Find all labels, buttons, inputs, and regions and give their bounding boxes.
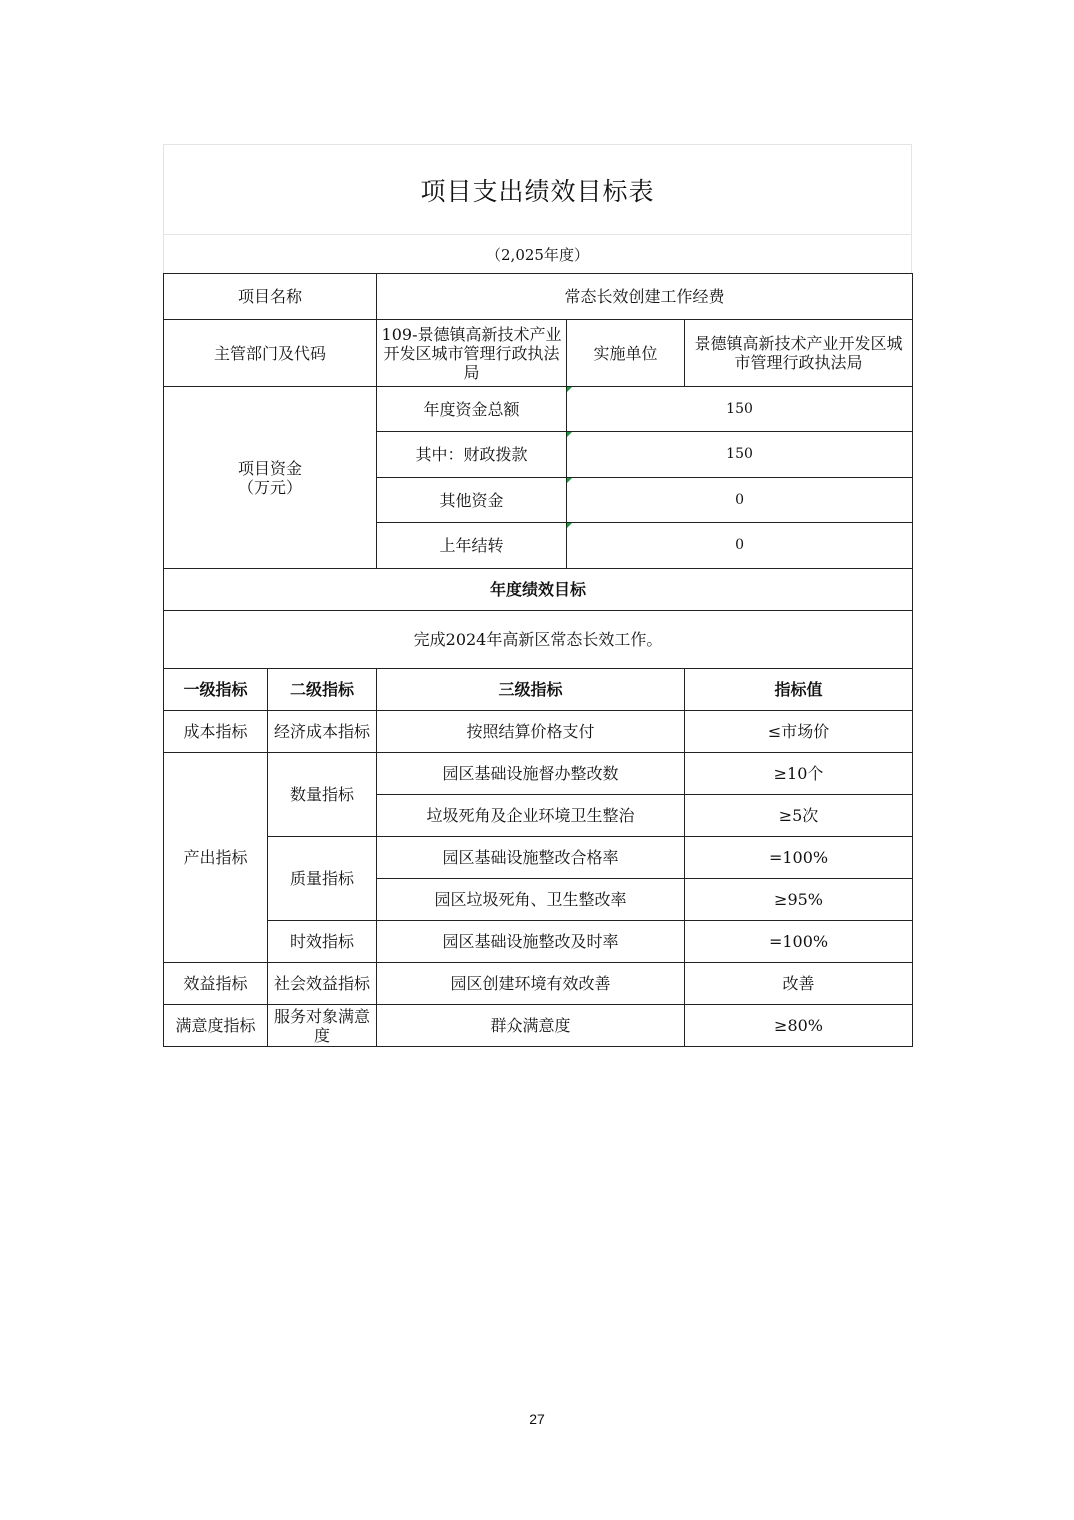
quality-value: ≥95% (685, 879, 913, 921)
funds-row-label: 上年结转 (377, 523, 567, 569)
header-level2: 二级指标 (268, 669, 377, 711)
benefit-l1: 效益指标 (164, 963, 268, 1005)
annual-goal-label: 年度绩效目标 (164, 569, 913, 611)
satisfaction-l3: 群众满意度 (377, 1005, 685, 1047)
impl-unit-label: 实施单位 (567, 320, 685, 387)
timeliness-l2: 时效指标 (268, 921, 377, 963)
cost-value: ≤市场价 (685, 711, 913, 753)
cost-l3: 按照结算价格支付 (377, 711, 685, 753)
funds-row-label: 年度资金总额 (377, 387, 567, 432)
performance-target-sheet (163, 144, 912, 1047)
quality-l3: 园区垃圾死角、卫生整改率 (377, 879, 685, 921)
quantity-value: ≥5次 (685, 795, 913, 837)
funds-value-text: 150 (726, 400, 753, 417)
impl-unit-value: 景德镇高新技术产业开发区城市管理行政执法局 (685, 320, 913, 387)
funds-value-text: 0 (735, 537, 744, 553)
cell-marker (567, 478, 572, 483)
annual-goal-text: 完成2024年高新区常态长效工作。 (164, 611, 913, 669)
funds-row-value (567, 478, 913, 523)
benefit-l2: 社会效益指标 (268, 963, 377, 1005)
funds-value-text: 150 (726, 446, 753, 462)
benefit-value: 改善 (685, 963, 913, 1005)
satisfaction-value: ≥80% (685, 1005, 913, 1047)
quantity-value: ≥10个 (685, 753, 913, 795)
output-l1: 产出指标 (164, 753, 268, 963)
sheet-year: （2,025年度） (163, 234, 912, 273)
quality-l3: 园区基础设施整改合格率 (377, 837, 685, 879)
page-number: 27 (529, 1411, 545, 1427)
sheet-title: 项目支出绩效目标表 (163, 144, 912, 234)
funds-label-line2: （万元） (238, 477, 303, 497)
funds-row-label: 其中：财政拨款 (377, 432, 567, 478)
header-level1: 一级指标 (164, 669, 268, 711)
satisfaction-l1: 满意度指标 (164, 1005, 268, 1047)
funds-label-line1: 项目资金 (238, 458, 303, 478)
cost-l1: 成本指标 (164, 711, 268, 753)
quality-l2: 质量指标 (268, 837, 377, 921)
timeliness-value: =100% (685, 921, 913, 963)
funds-label (164, 387, 377, 569)
quantity-l2: 数量指标 (268, 753, 377, 837)
cell-marker (567, 523, 572, 528)
header-level3: 三级指标 (377, 669, 685, 711)
cost-l2: 经济成本指标 (268, 711, 377, 753)
header-value: 指标值 (685, 669, 913, 711)
funds-row-value (567, 387, 913, 432)
timeliness-l3: 园区基础设施整改及时率 (377, 921, 685, 963)
funds-row-value (567, 432, 913, 478)
funds-row-value (567, 523, 913, 569)
quantity-l3: 垃圾死角及企业环境卫生整治 (377, 795, 685, 837)
satisfaction-l2: 服务对象满意度 (268, 1005, 377, 1047)
funds-row-label: 其他资金 (377, 478, 567, 523)
cell-marker (567, 387, 572, 392)
benefit-l3: 园区创建环境有效改善 (377, 963, 685, 1005)
quantity-l3: 园区基础设施督办整改数 (377, 753, 685, 795)
performance-table (163, 273, 913, 1047)
quality-value: =100% (685, 837, 913, 879)
project-name-value: 常态长效创建工作经费 (377, 274, 913, 320)
funds-value-text: 0 (735, 491, 744, 508)
cell-marker (567, 432, 572, 437)
dept-label: 主管部门及代码 (164, 320, 377, 387)
project-name-label: 项目名称 (164, 274, 377, 320)
dept-value: 109-景德镇高新技术产业开发区城市管理行政执法局 (377, 320, 567, 387)
